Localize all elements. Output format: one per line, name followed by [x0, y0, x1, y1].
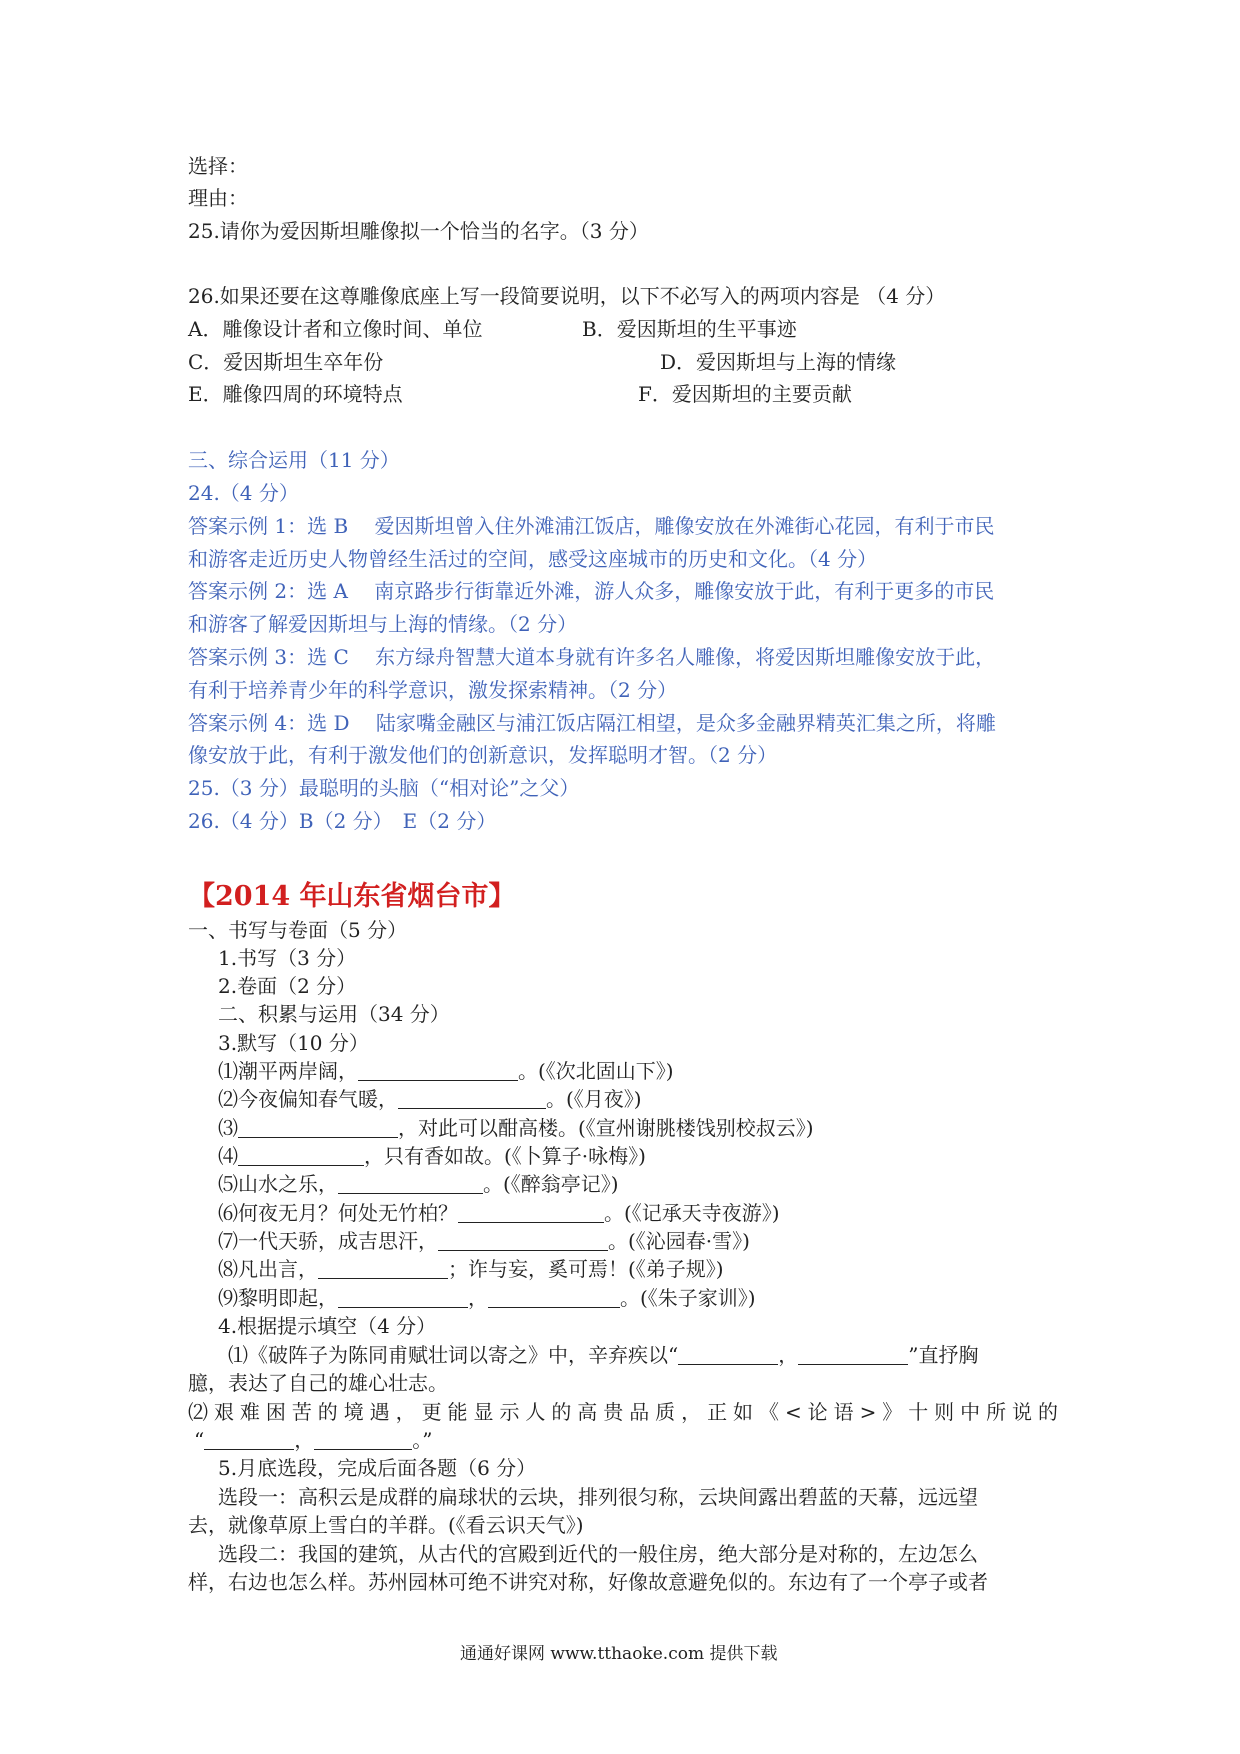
dictation-2: ⑵今夜偏知春气暖， 。(《月夜》)	[218, 1087, 642, 1111]
option-f: F．爱因斯坦的主要贡献	[638, 382, 852, 406]
option-e: E．雕像四周的环境特点	[188, 382, 403, 406]
question-26: 26.如果还要在这尊雕像底座上写一段简要说明，以下不必写入的两项内容是 （4 分）	[188, 284, 946, 308]
answer-blank[interactable]	[458, 1202, 604, 1223]
option-a: A．雕像设计者和立像时间、单位	[188, 317, 483, 341]
section-1-heading: 一、书写与卷面（5 分）	[188, 918, 408, 942]
dictation-7: ⑺一代天骄，成吉思汗， 。(《沁园春·雪》)	[218, 1229, 750, 1253]
dictation-5: ⑸山水之乐， 。(《醉翁亭记》)	[218, 1172, 619, 1196]
section-title: 【2014 年山东省烟台市】	[188, 881, 516, 912]
question-5: 5.月底选段，完成后面各题（6 分）	[218, 1456, 537, 1480]
answer-example-3-line1: 答案示例 3：选 C 东方绿舟智慧大道本身就有许多名人雕像，将爱因斯坦雕像安放于此，	[188, 645, 996, 669]
answer-example-2-line2: 和游客了解爱因斯坦与上海的情缘。（2 分）	[188, 612, 578, 636]
answer-example-3-line2: 有利于培养青少年的科学意识，激发探索精神。（2 分）	[188, 678, 678, 702]
section-2-heading: 二、积累与运用（34 分）	[218, 1002, 450, 1026]
item-1-1: 1.书写（3 分）	[218, 946, 357, 970]
answer-blank[interactable]	[204, 1429, 294, 1450]
answers-header: 三、综合运用（11 分）	[188, 448, 400, 472]
question-4-2-line2: “ ， 。”	[194, 1428, 433, 1452]
dictation-6: ⑹何夜无月？何处无竹柏？ 。(《记承天寺夜游》)	[218, 1201, 780, 1225]
answer-example-4-line1: 答案示例 4：选 D 陆家嘴金融区与浦江饭店隔江相望，是众多金融界精英汇集之所，将雕	[188, 711, 996, 735]
answer-blank[interactable]	[678, 1344, 778, 1365]
answer-blank[interactable]	[314, 1429, 412, 1450]
label-liyou: 理由：	[188, 186, 248, 210]
answer-blank[interactable]	[238, 1145, 364, 1166]
passage-2-line1: 选段二：我国的建筑，从古代的宫殿到近代的一般住房，绝大部分是对称的，左边怎么	[218, 1542, 978, 1566]
question-25: 25.请你为爱因斯坦雕像拟一个恰当的名字。（3 分）	[188, 219, 649, 243]
answer-example-2-line1: 答案示例 2：选 A 南京路步行街靠近外滩，游人众多，雕像安放于此，有利于更多的市民	[188, 579, 995, 603]
answer-blank[interactable]	[398, 1088, 546, 1109]
answer-example-4-line2: 像安放于此，有利于激发他们的创新意识，发挥聪明才智。（2 分）	[188, 743, 778, 767]
answer-blank[interactable]	[318, 1258, 448, 1279]
passage-1-line2: 去，就像草原上雪白的羊群。(《看云识天气》)	[188, 1513, 584, 1537]
answer-26: 26.（4 分）B（2 分） E（2 分）	[188, 809, 497, 833]
answer-blank[interactable]	[338, 1287, 468, 1308]
answer-blank[interactable]	[238, 1117, 398, 1138]
question-4-1-line2: 臆，表达了自己的雄心壮志。	[188, 1371, 448, 1395]
answer-blank[interactable]	[798, 1344, 908, 1365]
answer-example-1-line1: 答案示例 1：选 B 爱因斯坦曾入住外滩浦江饭店，雕像安放在外滩街心花园，有利于市民	[188, 514, 995, 538]
option-b: B．爱因斯坦的生平事迹	[582, 317, 797, 341]
answer-example-1-line2: 和游客走近历史人物曾经生活过的空间，感受这座城市的历史和文化。（4 分）	[188, 547, 878, 571]
item-1-2: 2.卷面（2 分）	[218, 974, 357, 998]
option-d: D．爱因斯坦与上海的情缘	[660, 350, 897, 374]
question-4-1-line1: ⑴《破阵子为陈同甫赋壮词以寄之》中，辛弃疾以“ ， ”直抒胸	[228, 1343, 979, 1367]
dictation-1: ⑴潮平两岸阔， 。(《次北固山下》)	[218, 1059, 674, 1083]
option-c: C．爱因斯坦生卒年份	[188, 350, 384, 374]
question-4: 4.根据提示填空（4 分）	[218, 1314, 437, 1338]
answer-blank[interactable]	[438, 1230, 608, 1251]
dictation-3: ⑶ ，对此可以酣高楼。(《宣州谢朓楼饯别校叔云》)	[218, 1116, 814, 1140]
dictation-9: ⑼黎明即起， ， 。(《朱子家训》)	[218, 1286, 756, 1310]
passage-1-line1: 选段一：高积云是成群的扁球状的云块，排列很匀称，云块间露出碧蓝的天幕，远远望	[218, 1485, 978, 1509]
dictation-4: ⑷ ，只有香如故。(《卜算子·咏梅》)	[218, 1144, 646, 1168]
answer-25: 25.（3 分）最聪明的头脑（“相对论”之父）	[188, 776, 580, 800]
dictation-8: ⑻凡出言， ；诈与妄，奚可焉！(《弟子规》)	[218, 1257, 724, 1281]
answer-blank[interactable]	[358, 1060, 518, 1081]
question-4-2-line1: ⑵艰难困苦的境遇，更能显示人的高贵品质，正如《<论语>》十则中所说的	[188, 1400, 1058, 1424]
page-footer: 通通好课网 www.tthaoke.com 提供下载	[460, 1644, 778, 1664]
passage-2-line2: 样，右边也怎么样。苏州园林可绝不讲究对称，好像故意避免似的。东边有了一个亭子或者	[188, 1570, 988, 1594]
label-xuanze: 选择：	[188, 154, 248, 178]
answer-blank[interactable]	[488, 1287, 620, 1308]
answer-blank[interactable]	[338, 1173, 483, 1194]
question-3: 3.默写（10 分）	[218, 1031, 369, 1055]
answer-24: 24.（4 分）	[188, 481, 299, 505]
